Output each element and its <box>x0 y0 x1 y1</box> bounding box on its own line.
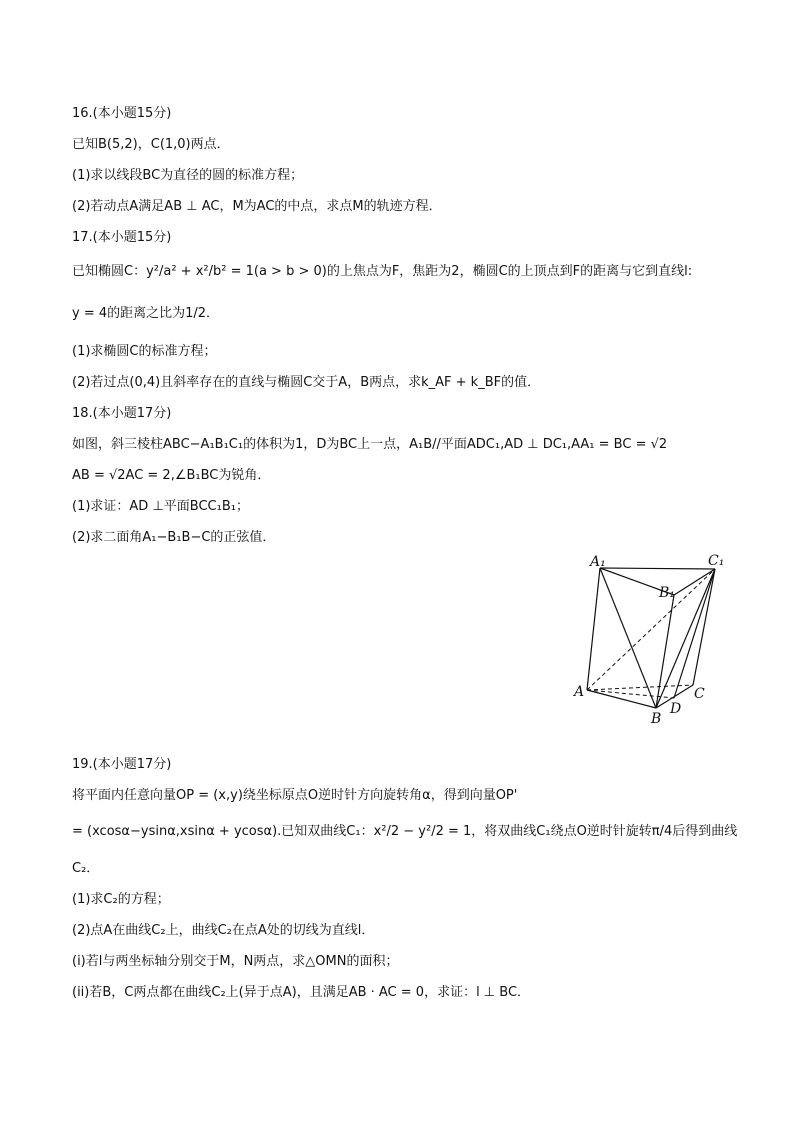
problem-17-statement-1: 已知椭圆C：y²/a² + x²/b² = 1(a > b > 0)的上焦点为F，焦距为2，椭圆C的上顶点到F的距离与它到直线l: <box>72 264 693 279</box>
problem-18-part-1: (1)求证：AD ⊥平面BCC₁B₁； <box>72 499 249 514</box>
problem-18-statement-2: AB = √2AC = 2,∠B₁BC为锐角． <box>72 468 271 483</box>
problem-19-part-2-ii: (ii)若B，C两点都在曲线C₂上(异于点A)，且满足AB · AC = 0，求证：l ⊥ BC． <box>72 985 531 1000</box>
problem-17-statement-2: y = 4的距离之比为1/2． <box>72 306 220 321</box>
label-a1: A₁ <box>590 554 606 570</box>
problem-17-header: 17.(本小题15分) <box>72 230 172 245</box>
problem-17-part-1: (1)求椭圆C的标准方程； <box>72 344 217 359</box>
edge-bb1 <box>656 595 674 708</box>
label-b1: B₁ <box>659 585 675 601</box>
label-d: D <box>670 701 682 717</box>
problem-19-part-2-i: (i)若l与两坐标轴分别交于M，N两点，求△OMN的面积； <box>72 954 399 969</box>
problem-16-part-2: (2)若动点A满足AB ⊥ AC，M为AC的中点，求点M的轨迹方程． <box>72 199 442 214</box>
problem-19-statement-2: = (xcosα−ysinα,xsinα + ycosα).已知双曲线C₁：x²/2 − y²/2 = 1，将双曲线C₁绕点O逆时针旋转π/4后得到曲线 <box>72 824 738 839</box>
problem-16-statement: 已知B(5,2)，C(1,0)两点． <box>72 137 230 152</box>
problem-18-statement-1: 如图，斜三棱柱ABC−A₁B₁C₁的体积为1，D为BC上一点，A₁B//平面ADC₁,AD ⊥ DC₁,AA₁ = BC = √2 <box>72 437 668 452</box>
label-c: C <box>694 686 705 702</box>
edge-aa1 <box>587 568 600 690</box>
edge-a1c1 <box>600 568 715 569</box>
problem-18-part-2: (2)求二面角A₁−B₁B−C的正弦值． <box>72 530 276 545</box>
problem-19-part-1: (1)求C₂的方程； <box>72 892 170 907</box>
problem-18-header: 18.(本小题17分) <box>72 406 172 421</box>
problem-19-statement-3: C₂． <box>72 861 100 876</box>
problem-17-part-2: (2)若过点(0,4)且斜率存在的直线与椭圆C交于A，B两点，求k_AF + k_BF的值． <box>72 375 541 390</box>
problem-19-header: 19.(本小题17分) <box>72 757 172 772</box>
problem-16-part-1: (1)求以线段BC为直径的圆的标准方程； <box>72 168 304 183</box>
problem-19-statement-1: 将平面内任意向量OP = (x,y)绕坐标原点O逆时针方向旋转角α，得到向量OP' <box>72 788 518 803</box>
segment-a1b <box>600 568 656 708</box>
problem-16-header: 16.(本小题15分) <box>72 106 172 121</box>
label-b: B <box>651 711 662 727</box>
label-c1: C₁ <box>708 553 725 569</box>
label-a: A <box>574 684 585 700</box>
edge-ab <box>587 690 656 708</box>
oblique-prism-figure <box>570 548 730 733</box>
problem-19-part-2: (2)点A在曲线C₂上，曲线C₂在点A处的切线为直线l． <box>72 923 375 938</box>
